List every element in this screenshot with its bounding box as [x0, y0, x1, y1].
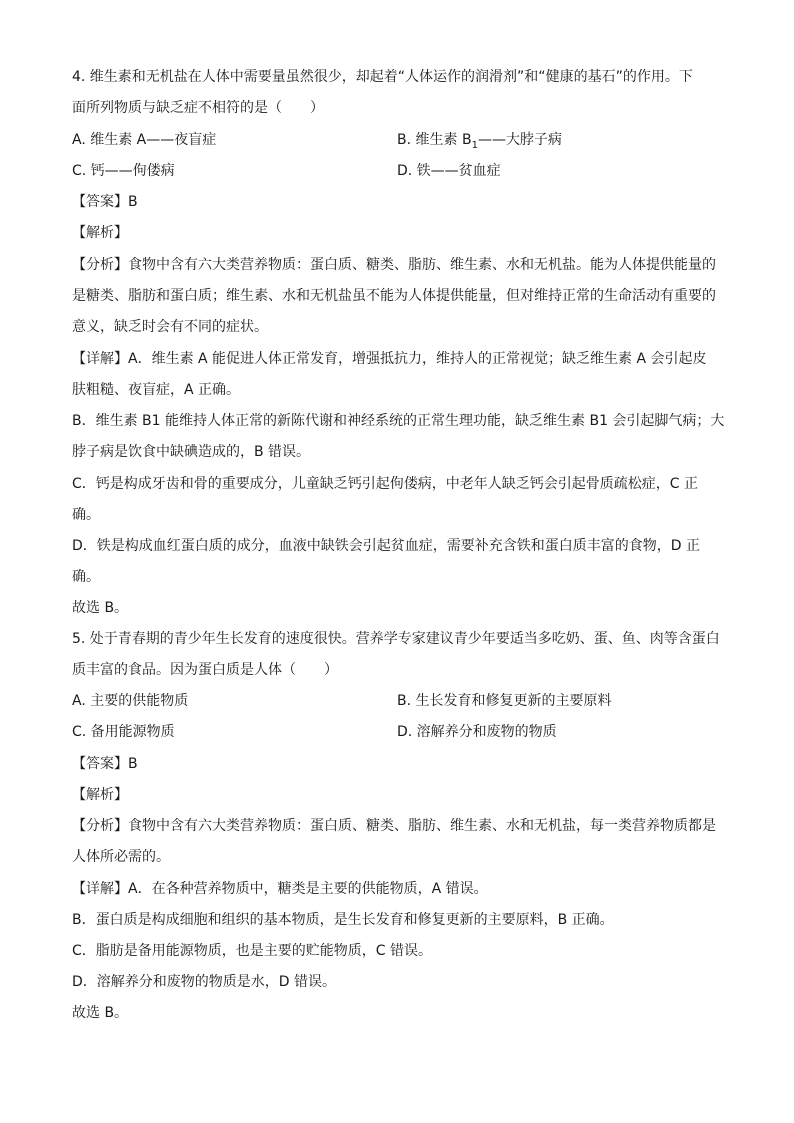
- q4-detail-d-line-2: 确。: [72, 569, 100, 585]
- q4-option-b-subscript: 1: [471, 139, 478, 151]
- q5-analysis-label: 【解析】: [72, 787, 128, 803]
- q4-stem-line-1: 4. 维生素和无机盐在人体中需要量虽然很少，却起着“人体运作的润滑剂”和“健康的基石”的作用。下: [72, 69, 693, 85]
- q5-stem-line-2: 质丰富的食品。因为蛋白质是人体（ ）: [72, 662, 338, 678]
- q5-stem-line-1: 5. 处于青春期的青少年生长发育的速度很快。营养学专家建议青少年要适当多吃奶、蛋、鱼、肉等含蛋白: [72, 631, 720, 647]
- q4-option-a: A. 维生素 A——夜盲症: [72, 132, 217, 148]
- q5-option-a: A. 主要的供能物质: [72, 693, 189, 709]
- q5-conclusion: 故选 B。: [72, 1005, 129, 1021]
- q4-analysis-label: 【解析】: [72, 225, 128, 241]
- q4-stem-line-2: 面所列物质与缺乏症不相符的是（ ）: [72, 100, 324, 116]
- q4-option-d: D. 铁——贫血症: [397, 163, 501, 179]
- q5-option-c: C. 备用能源物质: [72, 724, 175, 740]
- q4-option-c: C. 钙——佝偻病: [72, 163, 175, 179]
- q5-answer: 【答案】B: [72, 756, 138, 772]
- q5-detail-a: 【详解】A．在各种营养物质中，糖类是主要的供能物质，A 错误。: [72, 881, 488, 897]
- q4-analysis-line-2: 是糖类、脂肪和蛋白质；维生素、水和无机盐虽不能为人体提供能量，但对维持正常的生命活动有重要的: [72, 288, 716, 304]
- q5-option-b: B. 生长发育和修复更新的主要原料: [397, 693, 612, 709]
- q4-detail-b-line-2: 脖子病是饮食中缺碘造成的，B 错误。: [72, 444, 311, 460]
- q4-detail-b-line-1: B．维生素 B1 能维持人体正常的新陈代谢和神经系统的正常生理功能，缺乏维生素 B1 会引起脚气病；大: [72, 413, 725, 429]
- q4-detail-c-line-2: 确。: [72, 507, 100, 523]
- q5-analysis-line-1: 【分析】食物中含有六大类营养物质：蛋白质、糖类、脂肪、维生素、水和无机盐，每一类营养物质都是: [72, 818, 716, 834]
- q4-conclusion: 故选 B。: [72, 600, 129, 616]
- q5-detail-b: B．蛋白质是构成细胞和组织的基本物质，是生长发育和修复更新的主要原料，B 正确。: [72, 912, 614, 928]
- q4-detail-d-line-1: D．铁是构成血红蛋白质的成分，血液中缺铁会引起贫血症，需要补充含铁和蛋白质丰富的食物，D 正: [72, 538, 701, 554]
- q4-detail-c-line-1: C．钙是构成牙齿和骨的重要成分，儿童缺乏钙引起佝偻病，中老年人缺乏钙会引起骨质疏松症，C 正: [72, 476, 698, 492]
- q5-detail-c: C．脂肪是备用能源物质，也是主要的贮能物质，C 错误。: [72, 943, 432, 959]
- q5-analysis-line-2: 人体所必需的。: [72, 849, 170, 865]
- q4-answer: 【答案】B: [72, 194, 138, 210]
- q4-analysis-line-1: 【分析】食物中含有六大类营养物质：蛋白质、糖类、脂肪、维生素、水和无机盐。能为人体提供能量的: [72, 257, 716, 273]
- q4-detail-a-line-2: 肤粗糙、夜盲症，A 正确。: [72, 382, 241, 398]
- q5-option-d: D. 溶解养分和废物的物质: [397, 724, 557, 740]
- q5-detail-d: D．溶解养分和废物的物质是水，D 错误。: [72, 974, 337, 990]
- q4-option-b-suffix: ——大脖子病: [477, 132, 562, 148]
- q4-analysis-line-3: 意义，缺乏时会有不同的症状。: [72, 319, 268, 335]
- q4-detail-a-line-1: 【详解】A．维生素 A 能促进人体正常发育，增强抵抗力，维持人的正常视觉；缺乏维生素 A 会引起皮: [72, 351, 707, 367]
- q4-option-b: [397, 130, 562, 150]
- q4-option-b-prefix: B. 维生素 B: [397, 132, 472, 148]
